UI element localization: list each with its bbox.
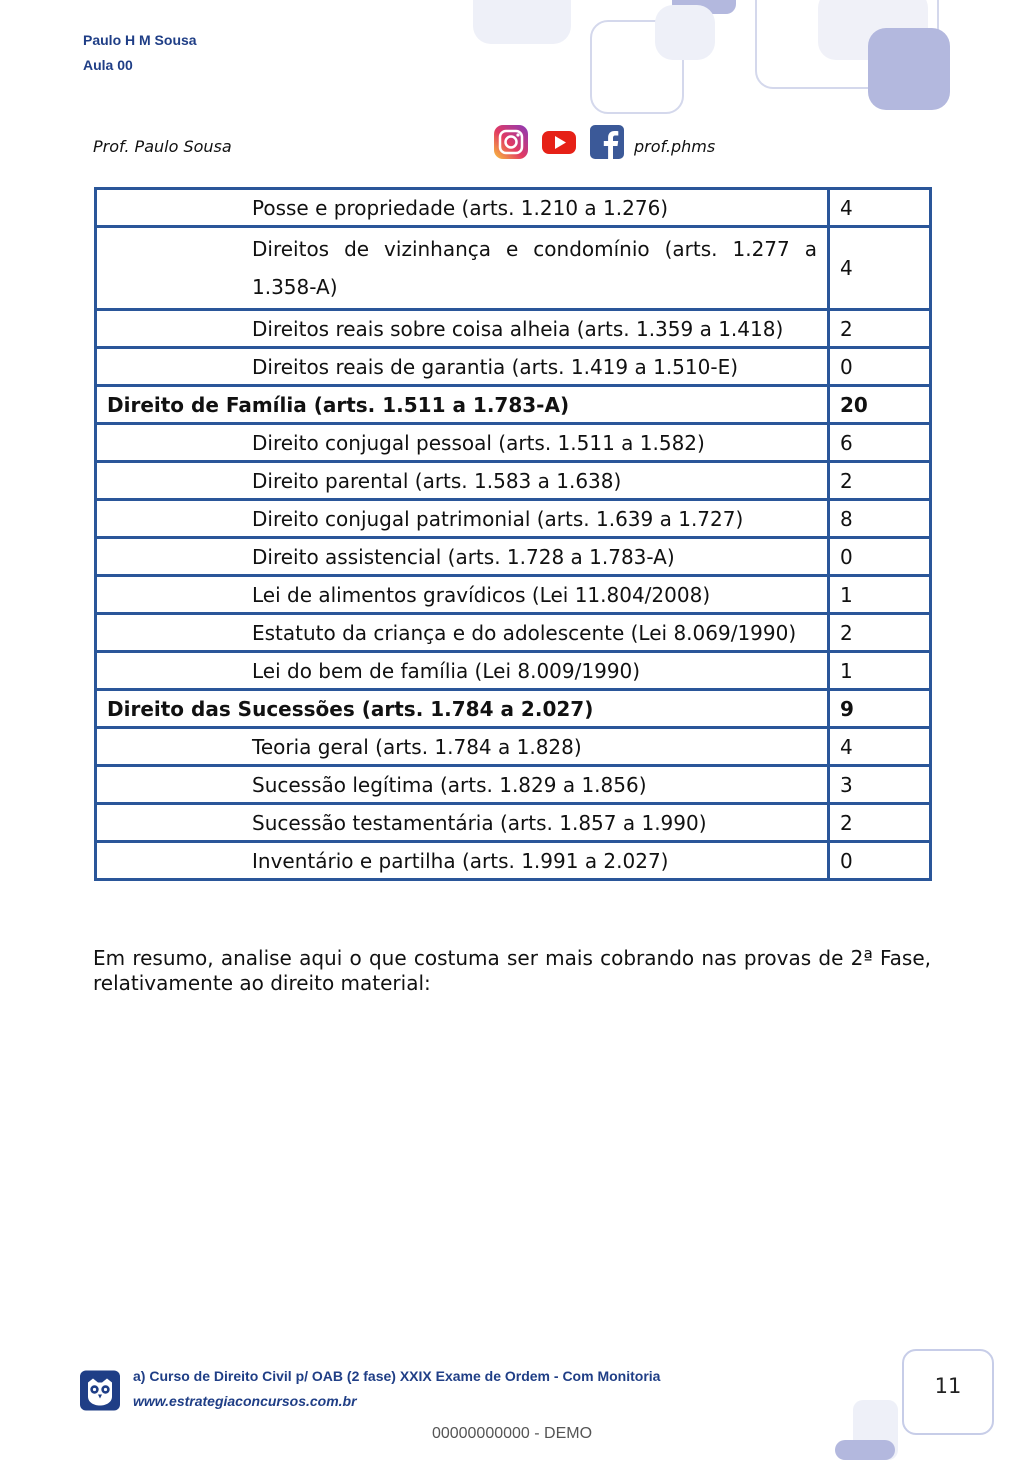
table-row — [96, 576, 931, 614]
table-row — [96, 842, 931, 880]
summary-paragraph: Em resumo, analise aqui o que costuma ser mais cobrando nas provas de 2ª Fase, relativamente ao direito material: — [93, 946, 931, 995]
topic-cell: Direito parental (arts. 1.583 a 1.638) — [96, 462, 829, 500]
decor-square — [868, 28, 950, 110]
topic-cell: Inventário e partilha (arts. 1.991 a 2.027) — [96, 842, 829, 880]
topic-cell: Lei do bem de família (Lei 8.009/1990) — [96, 652, 829, 690]
page-number: 11 — [934, 1374, 962, 1398]
header-block — [83, 28, 197, 78]
table-row — [96, 500, 931, 538]
count-cell: 8 — [829, 500, 931, 538]
table-row — [96, 424, 931, 462]
table-row — [96, 766, 931, 804]
table-row — [96, 614, 931, 652]
topic-cell: Direitos reais de garantia (arts. 1.419 a 1.510-E) — [96, 348, 829, 386]
count-cell: 9 — [829, 690, 931, 728]
topic-cell: Direito conjugal pessoal (arts. 1.511 a 1.582) — [96, 424, 829, 462]
footer-website-link[interactable]: www.estrategiaconcursos.com.br — [133, 1393, 357, 1409]
footer-course-title: a) Curso de Direito Civil p/ OAB (2 fase) XXIX Exame de Ordem - Com Monitoria — [133, 1368, 661, 1384]
social-handle[interactable]: prof.phms — [634, 137, 716, 156]
count-cell: 0 — [829, 842, 931, 880]
decor-square — [835, 1440, 895, 1460]
count-cell: 4 — [829, 227, 931, 310]
count-cell: 0 — [829, 538, 931, 576]
count-cell: 1 — [829, 576, 931, 614]
count-cell: 6 — [829, 424, 931, 462]
author-name: Paulo H M Sousa — [83, 32, 197, 48]
topic-cell: Direito das Sucessões (arts. 1.784 a 2.027) — [96, 690, 829, 728]
count-cell: 4 — [829, 189, 931, 227]
table-section-row — [96, 386, 931, 424]
table-row — [96, 538, 931, 576]
topic-cell: Direitos reais sobre coisa alheia (arts. 1.359 a 1.418) — [96, 310, 829, 348]
topic-cell: Teoria geral (arts. 1.784 a 1.828) — [96, 728, 829, 766]
demo-watermark: 00000000000 - DEMO — [431, 1425, 593, 1442]
facebook-icon[interactable] — [589, 124, 625, 160]
topic-cell: Sucessão testamentária (arts. 1.857 a 1.990) — [96, 804, 829, 842]
table-section-row — [96, 690, 931, 728]
table-row — [96, 348, 931, 386]
topic-cell: Lei de alimentos gravídicos (Lei 11.804/2008) — [96, 576, 829, 614]
lesson-label: Aula 00 — [83, 57, 133, 73]
table-row — [96, 227, 931, 310]
topics-table — [94, 187, 932, 881]
topic-cell: Sucessão legítima (arts. 1.829 a 1.856) — [96, 766, 829, 804]
social-icons — [493, 124, 625, 160]
table-body — [96, 189, 931, 880]
decor-square — [473, 0, 571, 44]
table-row — [96, 652, 931, 690]
topic-cell: Posse e propriedade (arts. 1.210 a 1.276) — [96, 189, 829, 227]
count-cell: 4 — [829, 728, 931, 766]
professor-name: Prof. Paulo Sousa — [93, 137, 232, 156]
instagram-icon[interactable] — [493, 124, 529, 160]
topic-cell: Estatuto da criança e do adolescente (Lei 8.069/1990) — [96, 614, 829, 652]
table-row — [96, 804, 931, 842]
count-cell: 3 — [829, 766, 931, 804]
count-cell: 0 — [829, 348, 931, 386]
count-cell: 2 — [829, 462, 931, 500]
count-cell: 20 — [829, 386, 931, 424]
count-cell: 2 — [829, 614, 931, 652]
count-cell: 2 — [829, 310, 931, 348]
topic-cell: Direito assistencial (arts. 1.728 a 1.783-A) — [96, 538, 829, 576]
topic-cell: Direitos de vizinhança e condomínio (arts. 1.277 a 1.358-A) — [96, 227, 829, 310]
table-row — [96, 462, 931, 500]
count-cell: 1 — [829, 652, 931, 690]
table-row — [96, 189, 931, 227]
owl-logo-icon — [80, 1370, 120, 1411]
table-row — [96, 310, 931, 348]
youtube-icon[interactable] — [541, 124, 577, 160]
table-row — [96, 728, 931, 766]
decor-square — [655, 5, 715, 60]
topic-cell: Direito conjugal patrimonial (arts. 1.639 a 1.727) — [96, 500, 829, 538]
count-cell: 2 — [829, 804, 931, 842]
topic-cell: Direito de Família (arts. 1.511 a 1.783-A) — [96, 386, 829, 424]
